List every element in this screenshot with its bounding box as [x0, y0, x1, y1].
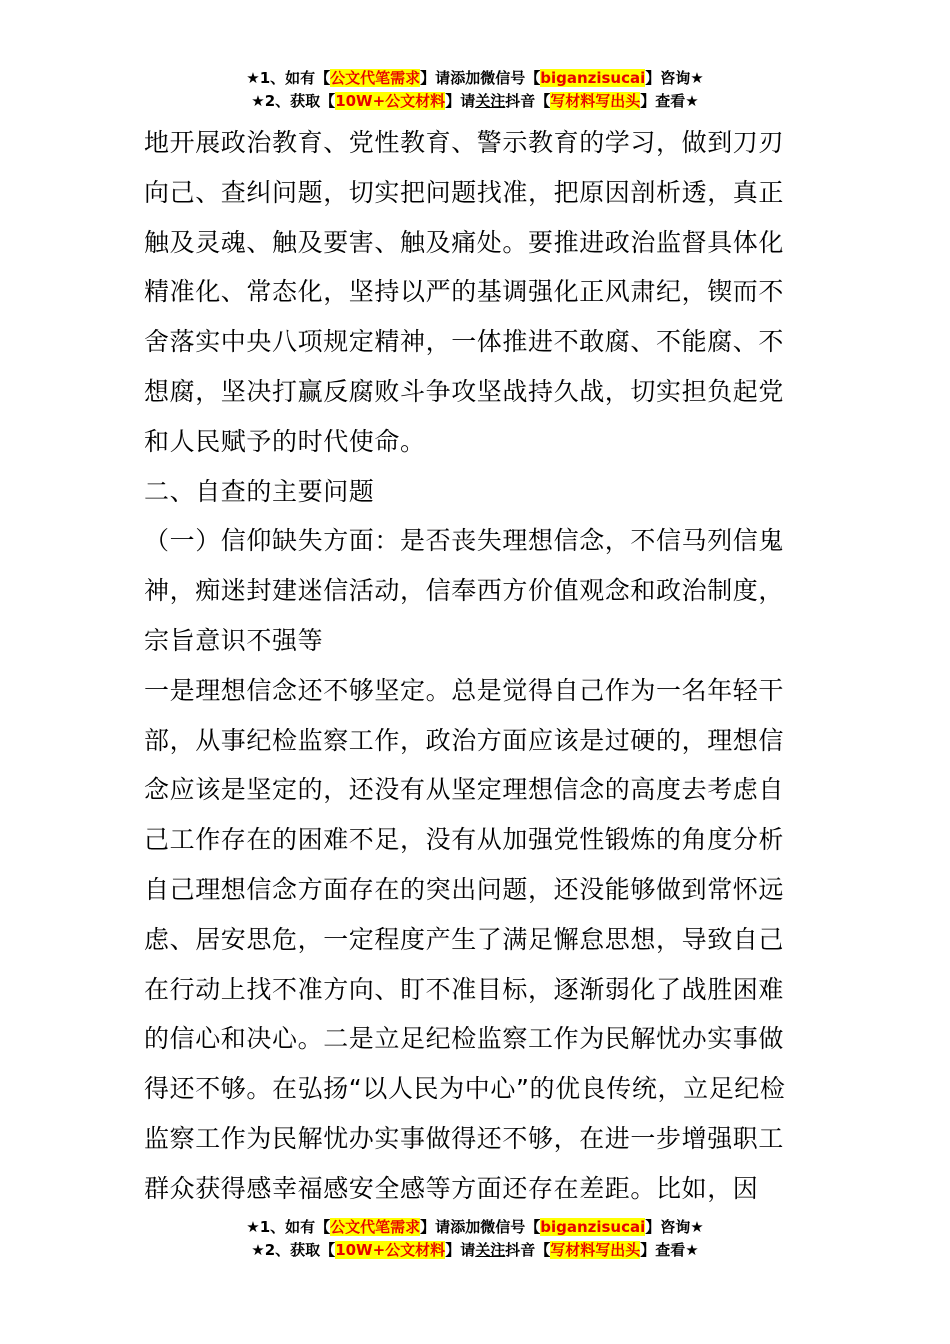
- emphasis-add: 添加: [450, 1218, 481, 1236]
- highlight-materials: 10W+公文材料: [335, 92, 446, 110]
- highlight-materials: 10W+公文材料: [335, 1241, 446, 1259]
- emphasis-follow: 关注: [475, 92, 506, 110]
- highlight-service: 公文代笔需求: [330, 69, 421, 87]
- promo-line-1: ★1、如有【公文代笔需求】请添加微信号【biganzisucai】咨询★: [246, 69, 704, 87]
- body-paragraph: 一是理想信念还不够坚定。总是觉得自己作为一名年轻干部，从事纪检监察工作，政治方面应该是过硬的，理想信念应该是坚定的，还没有从坚定理想信念的高度去考虑自己工作存在的困难不足，没有从加强党性锻炼的角度分析自己理想信念方面存在的突出问题，还没能够做到常怀远虑、居安思危，一定程度产生了满足懈怠思想，导致自己在行动上找不准方向、盯不准目标，逐渐弱化了战胜困难的信心和决心。二是立足纪检监察工作为民解忧办实事做得还不够。在弘扬“以人民为中心”的优良传统，立足纪检监察工作为民解忧办实事做得还不够，在进一步增强职工群众获得感幸福感安全感等方面还存在差距。比如，因: [144, 675, 786, 1203]
- subheading: （一）信仰缺失方面：是否丧失理想信念，不信马列信鬼神，痴迷封建迷信活动，信奉西方价值观念和政治制度，宗旨意识不强等: [144, 526, 785, 655]
- emphasis-add: 添加: [450, 69, 481, 87]
- promo-line-2: ★2、获取【10W+公文材料】请关注抖音【写材料写出头】查看★: [251, 1241, 699, 1259]
- promo-banner-top: [0, 67, 950, 113]
- promo-banner-bottom: [0, 1216, 950, 1262]
- emphasis-follow: 关注: [475, 1241, 506, 1259]
- highlight-douyin: 写材料写出头: [550, 92, 641, 110]
- intro-paragraph: 地开展政治教育、党性教育、警示教育的学习，做到刀刃向己、查纠问题，切实把问题找准，把原因剖析透，真正触及灵魂、触及要害、触及痛处。要推进政治监督具体化精准化、常态化，坚持以严的基调强化正风肃纪，锲而不舍落实中央八项规定精神，一体推进不敢腐、不能腐、不想腐，坚决打赢反腐败斗争攻坚战持久战，切实担负起党和人民赋予的时代使命。: [144, 128, 785, 456]
- star-icon: ★: [246, 69, 260, 87]
- highlight-wechat-id: biganzisucai: [540, 1218, 646, 1236]
- promo-line-2: ★2、获取【10W+公文材料】请关注抖音【写材料写出头】查看★: [251, 92, 699, 110]
- section-heading: 二、自查的主要问题: [144, 476, 375, 506]
- highlight-douyin: 写材料写出头: [550, 1241, 641, 1259]
- document-body: [144, 118, 808, 1214]
- star-icon: ★: [246, 1218, 260, 1236]
- star-icon: ★: [251, 1241, 265, 1259]
- highlight-service: 公文代笔需求: [330, 1218, 421, 1236]
- promo-line-1: ★1、如有【公文代笔需求】请添加微信号【biganzisucai】咨询★: [246, 1218, 704, 1236]
- highlight-wechat-id: biganzisucai: [540, 69, 646, 87]
- star-icon: ★: [251, 92, 265, 110]
